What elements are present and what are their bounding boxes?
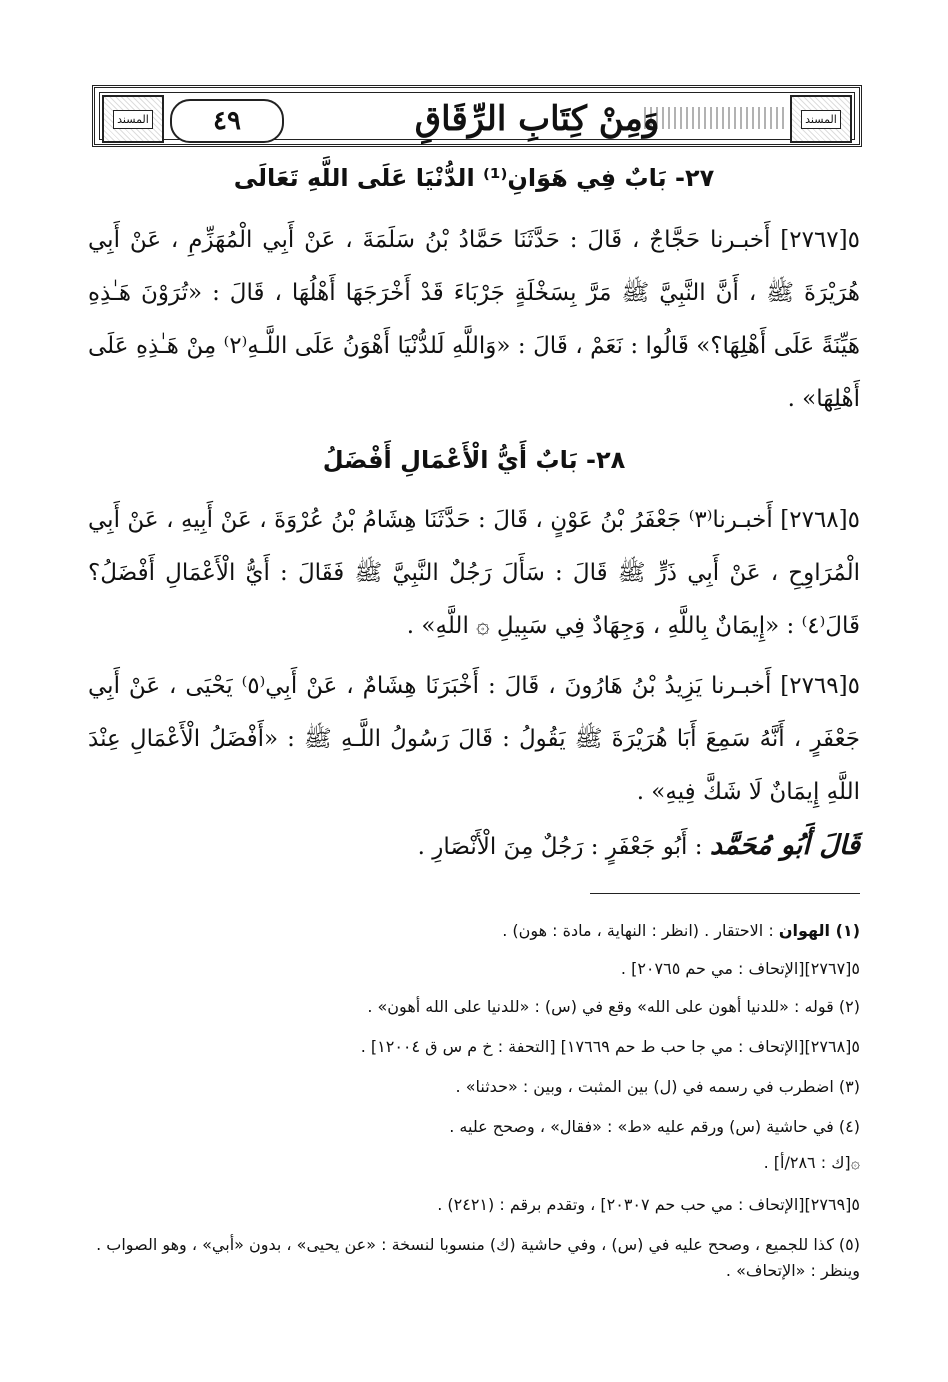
closing-note <box>88 826 860 867</box>
footnote-1-text: : الاحتقار . (انظر : النهاية ، مادة : هون) . <box>502 921 779 940</box>
footnote-2: ٥[٢٧٦٧][الإتحاف : مي حم ٢٠٧٦٥] . <box>620 959 860 978</box>
closing-note-text: : أَبُو جَعْفَرٍ : رَجُلٌ مِنَ الْأَنْصَارِ . <box>417 834 703 860</box>
ornament-right-label: المسند <box>801 110 841 129</box>
closing-note-label: قَالَ أَبُو مُحَمَّد <box>709 830 860 861</box>
header-frame <box>99 92 855 140</box>
footnote-1-lead: (١) الهوان <box>778 921 860 940</box>
footnote-9: (٥) كذا للجميع ، وصحح عليه في (س) ، وفي حاشية (ك) منسوبا لنسخة : «عن يحيى» ، بدون «أبي» ، وهو الصواب . وينظر : «الإتحاف» . <box>96 1235 860 1280</box>
footnote-3: (٢) قوله : «للدنيا أهون على الله» وقع في (س) : «للدنيا على الله أهون» . <box>367 997 860 1016</box>
running-title: وَمِنْ كِتَابِ الرِّقَاقِ <box>414 99 660 139</box>
chapter-heading-27: ٢٧- بَابٌ فِي هَوَانِ⁽¹⁾ الدُّنْيَا عَلَى اللَّهِ تَعَالَى <box>233 164 715 192</box>
footnote-4: ٥[٢٧٦٨][الإتحاف : مي جا حب ط حم ١٧٦٦٩] [التحفة : خ م س ق ١٢٠٠٤] . <box>360 1037 860 1056</box>
footnote-1 <box>88 918 860 944</box>
chapter-heading-28: ٢٨- بَابٌ أَيُّ الْأَعْمَالِ أَفْضَلُ <box>322 446 626 474</box>
footnote-8: ٥[٢٧٦٩][الإتحاف : مي حب حم ٢٠٣٠٧] ، وتقدم برقم : (٢٤٢١) . <box>437 1195 860 1214</box>
hadith-2769: ٥[٢٧٦٩] أَخبـرنا يَزِيدُ بْنُ هَارُونَ ، قَالَ : أَخْبَرَنَا هِشَامٌ ، عَنْ أَبِي⁽٥⁾ يَحْيَى ، عَنْ أَبِي جَعْفَرٍ ، أَنَّهُ سَمِعَ أَبَا هُرَيْرَةَ ﷺ يَقُولُ : قَالَ رَسُولُ اللَّـهِ ﷺ : «أَفْضَلُ الْأَعْمَالِ عِنْدَ اللَّهِ إِيمَانٌ لَا شَكَّ فِيهِ» . <box>88 673 860 805</box>
ornament-left-icon <box>102 95 164 143</box>
hadith-2767: ٥[٢٧٦٧] أَخبـرنا حَجَّاجٌ ، قَالَ : حَدَّثَنَا حَمَّادُ بْنُ سَلَمَةَ ، عَنْ أَبِي الْمُهَزِّمِ ، عَنْ أَبِي هُرَيْرَةَ ﷺ ، أَنَّ النَّبِيَّ ﷺ مَرَّ بِسَخْلَةٍ جَرْبَاءَ قَدْ أَخْرَجَهَا أَهْلُهَا ، قَالَ : «تُرَوْنَ هَـٰذِهِ هَيِّنَةً عَلَى أَهْلِهَا؟» قَالُوا : نَعَمْ ، قَالَ : «وَاللَّهِ لَلدُّنْيَا أَهْوَنُ عَلَى اللَّـهِ⁽٢⁾ مِنْ هَـٰذِهِ عَلَى أَهْلِهَا» . <box>88 227 860 412</box>
ornament-right-icon <box>790 95 852 143</box>
page-header <box>92 85 862 147</box>
ornament-left-label: المسند <box>113 110 153 129</box>
footnote-7: ۞[ك : ٢٨٦/أ] . <box>763 1153 860 1172</box>
page-number: ٤٩ <box>170 99 284 143</box>
footnote-5: (٣) اضطرب في رسمه في (ل) بين المثبت ، وبين : «حدثنا» . <box>455 1077 860 1096</box>
footnote-separator <box>590 893 860 894</box>
footnote-6: (٤) في حاشية (س) ورقم عليه «ط» : «فقال» ، وصحح عليه . <box>449 1117 860 1136</box>
hadith-2768: ٥[٢٧٦٨] أَخبـرنا⁽٣⁾ جَعْفَرُ بْنُ عَوْنٍ ، قَالَ : حَدَّثَنَا هِشَامُ بْنُ عُرْوَةَ ، عَنْ أَبِيهِ ، عَنْ أَبِي الْمُرَاوِحِ ، عَنْ أَبِي ذَرٍّ ﷺ قَالَ : سَأَلَ رَجُلٌ النَّبِيَّ ﷺ فَقَالَ : أَيُّ الْأَعْمَالِ أَفْضَلُ؟ قَالَ⁽٤⁾ : «إِيمَانٌ بِاللَّهِ ، وَجِهَادٌ فِي سَبِيلِ ۞ اللَّهِ» . <box>88 507 860 639</box>
